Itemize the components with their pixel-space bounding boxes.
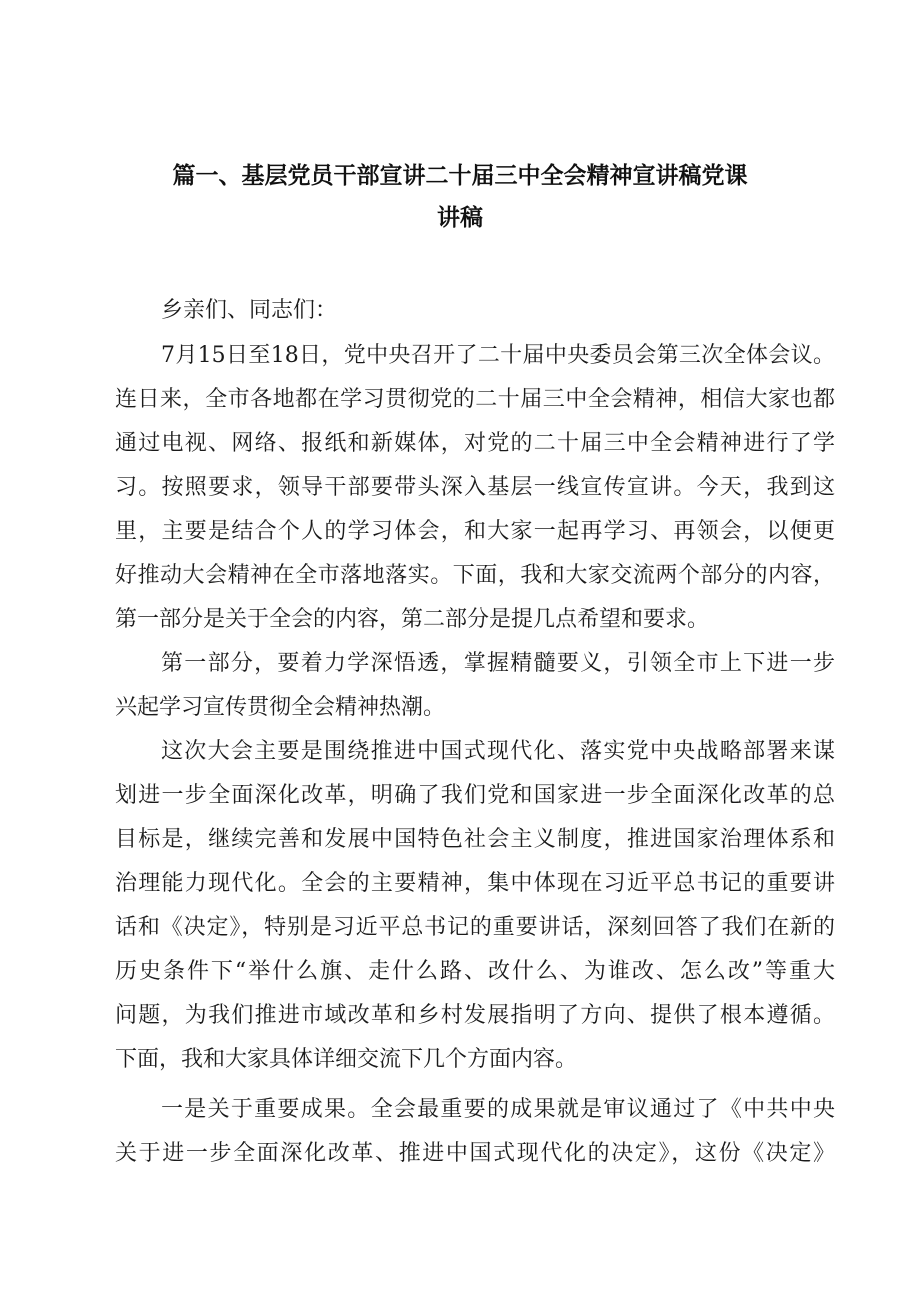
paragraph-line: 通过电视、网络、报纸和新媒体，对党的二十届三中全会精神进行了学 bbox=[115, 431, 835, 456]
paragraph-line: 问题，为我们推进市域改革和乡村发展指明了方向、提供了根本遵循。 bbox=[115, 1003, 835, 1028]
salutation: 乡亲们、同志们： bbox=[161, 298, 338, 323]
paragraph-line: 一是关于重要成果。全会最重要的成果就是审议通过了《中共中央 bbox=[161, 1097, 835, 1122]
paragraph-line: 第一部分是关于全会的内容，第二部分是提几点希望和要求。 bbox=[115, 607, 710, 632]
paragraph-line: 划进一步全面深化改革，明确了我们党和国家进一步全面深化改革的总 bbox=[115, 783, 835, 808]
paragraph-line: 7月15日至18日，党中央召开了二十届中央委员会第三次全体会议。 bbox=[161, 343, 835, 368]
paragraph-line: 第一部分，要着力学深悟透，掌握精髓要义，引领全市上下进一步 bbox=[161, 651, 835, 676]
paragraph-line: 历史条件下“举什么旗、走什么路、改什么、为谁改、怎么改”等重大 bbox=[115, 959, 835, 984]
paragraph-line: 治理能力现代化。全会的主要精神，集中体现在习近平总书记的重要讲 bbox=[115, 871, 835, 896]
paragraph-line: 话和《决定》，特别是习近平总书记的重要讲话，深刻回答了我们在新的 bbox=[115, 915, 835, 940]
paragraph-line: 兴起学习宣传贯彻全会精神热潮。 bbox=[115, 695, 446, 720]
paragraph-line: 里，主要是结合个人的学习体会，和大家一起再学习、再领会，以便更 bbox=[115, 519, 835, 544]
paragraph-line: 连日来，全市各地都在学习贯彻党的二十届三中全会精神，相信大家也都 bbox=[115, 387, 835, 412]
paragraph-line: 关于进一步全面深化改革、推进中国式现代化的决定》，这份《决定》 bbox=[115, 1141, 835, 1166]
document-title-line-1: 篇一、基层党员干部宣讲二十届三中全会精神宣讲稿党课 bbox=[172, 163, 748, 189]
paragraph-line: 好推动大会精神在全市落地落实。下面，我和大家交流两个部分的内容， bbox=[115, 563, 835, 588]
paragraph-line: 下面，我和大家具体详细交流下几个方面内容。 bbox=[115, 1047, 578, 1072]
paragraph-line: 这次大会主要是围绕推进中国式现代化、落实党中央战略部署来谋 bbox=[161, 739, 835, 764]
document-title-line-2: 讲稿 bbox=[437, 205, 483, 231]
paragraph-line: 习。按照要求，领导干部要带头深入基层一线宣传宣讲。今天，我到这 bbox=[115, 475, 835, 500]
paragraph-line: 目标是，继续完善和发展中国特色社会主义制度，推进国家治理体系和 bbox=[115, 827, 835, 852]
